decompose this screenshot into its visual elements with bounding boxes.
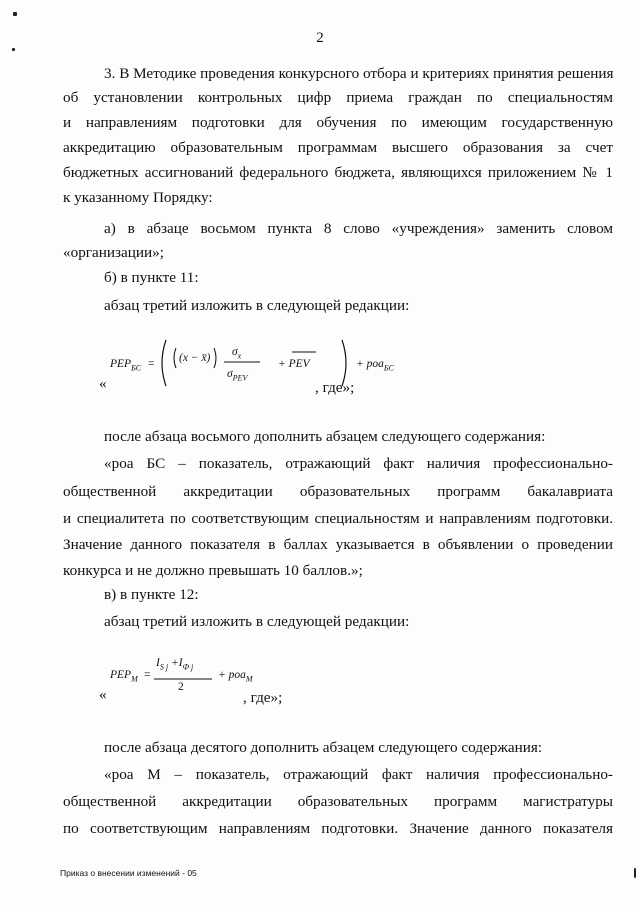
formula-lhs: $PEP_М$ [110, 669, 138, 684]
formula-2 [96, 655, 416, 711]
item-v: в) в пункте 12: [104, 586, 199, 603]
scan-mark [12, 48, 15, 51]
footer: Приказ о внесении изменений - 05 [60, 868, 197, 878]
roa-bs-line: «роа БС – показатель, отражающий факт наличия профессионально- [104, 455, 613, 472]
formula-lhs: $PEP_{БС}$ [110, 358, 142, 373]
formula-roa: + роа$_{БС}$ [356, 358, 394, 373]
roa-m-line: по соответствующим направлениям подготовки. Значение данного показателя [63, 820, 613, 837]
para1-line: и направлениям подготовки для обучения по имеющим государственную [63, 114, 613, 131]
roa-bs-line: Значение данного показателя в баллах указывается в объявлении о проведении [63, 536, 613, 553]
para1-line: об установлении контрольных цифр приема граждан по специальностям [63, 89, 613, 106]
item-a-line: а) в абзаце восьмом пункта 8 слово «учреждения» заменить словом [104, 220, 613, 237]
para1-line: к указанному Порядку: [63, 189, 213, 206]
item-a-line: «организации»; [63, 244, 164, 261]
scan-mark [13, 12, 17, 16]
item-b: б) в пункте 11: [104, 269, 199, 286]
formula-tail: , где»; [243, 689, 283, 706]
formula-open-quote: « [99, 686, 107, 703]
abzac-b: абзац третий изложить в следующей редакции: [104, 297, 410, 314]
fraction-line-icon [154, 677, 214, 681]
formula-eq: = [148, 358, 155, 370]
para1-line: бюджетных ассигнований федерального бюджета, являющихся приложением № 1 [63, 164, 613, 181]
roa-bs-line: конкурса и не должно превышать 10 баллов.»; [63, 562, 363, 579]
formula-num: $I_{S j} +I_{Ф j}$ [156, 657, 194, 672]
formula-1 [96, 334, 556, 404]
roa-bs-line: и специалитета по соответствующим специальностям и направлениям подготовки. [63, 510, 613, 527]
para1-line: 3. В Методике проведения конкурсного отбора и критериях принятия решения [104, 65, 614, 82]
para1-line: аккредитацию образовательным программам высшего образования за счет [63, 139, 613, 156]
roa-m-line: общественной аккредитации образовательных программ магистратуры [63, 793, 613, 810]
formula-roa: + роа$_М$ [218, 669, 253, 684]
formula-eq: = [144, 669, 151, 681]
formula-body: (x − x̄) [179, 352, 211, 364]
formula-tail: , где»; [315, 379, 355, 396]
scan-mark [634, 868, 636, 878]
abzac-v: абзац третий изложить в следующей редакции: [104, 613, 410, 630]
formula-den: 2 [178, 681, 184, 693]
page-number: 2 [316, 30, 324, 46]
roa-m-line: «роа М – показатель, отражающий факт наличия профессионально- [104, 766, 613, 783]
after-8: после абзаца восьмого дополнить абзацем следующего содержания: [104, 428, 546, 445]
after-10: после абзаца десятого дополнить абзацем следующего содержания: [104, 739, 543, 756]
formula-sigma-pev: $\sigma_{PEV}$ [227, 368, 248, 383]
formula-plus-pev: + PEV [278, 358, 310, 370]
roa-bs-line: общественной аккредитации образовательных программ бакалавриата [63, 483, 613, 500]
formula-open-quote: « [99, 375, 107, 392]
formula-sigma-x: $\sigma_x$ [232, 346, 242, 361]
